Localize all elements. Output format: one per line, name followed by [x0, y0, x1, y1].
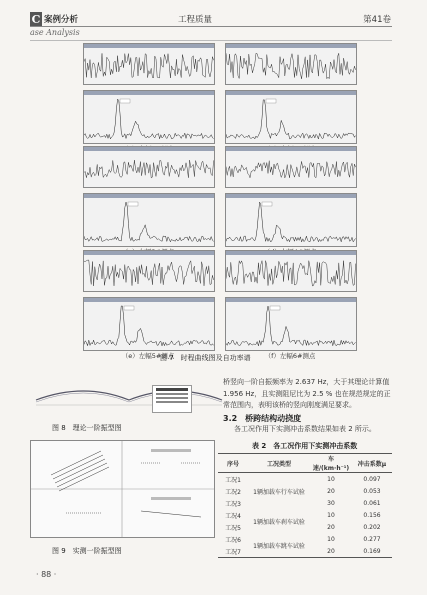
cell-no: 工况7	[225, 548, 241, 556]
col-header-speed: 车速/(km·h⁻¹)	[312, 456, 350, 472]
cell-mu: 0.053	[363, 487, 381, 495]
section-label-en: ase Analysis	[30, 28, 80, 37]
time-history-plot	[83, 43, 215, 85]
cell-mu: 0.169	[363, 547, 381, 555]
cell-type: 1辆加载车刹车试验	[253, 518, 305, 526]
cell-speed: 30	[327, 499, 335, 507]
cell-no: 工况1	[225, 476, 241, 484]
cell-speed: 10	[327, 511, 335, 519]
time-history-plot	[225, 146, 357, 188]
cell-mu: 0.097	[363, 475, 381, 483]
power-spectrum-plot	[83, 193, 215, 247]
cell-no: 工况4	[225, 512, 241, 520]
cell-mu: 0.156	[363, 511, 381, 519]
time-history-plot	[83, 250, 215, 292]
col-header-type: 工况类型	[266, 460, 291, 468]
table-2	[218, 453, 392, 558]
table-2-caption: 表 2 各工况作用下实测冲击系数	[252, 442, 358, 450]
subfigure-caption: （e）左幅5#测点	[121, 352, 175, 360]
subfigure-caption: （f）左幅6#测点	[264, 352, 316, 360]
table-header-row	[218, 454, 392, 473]
cell-type: 1辆加载车行车试验	[253, 488, 305, 496]
col-header-no: 序号	[226, 460, 239, 468]
cell-no: 工况3	[225, 500, 241, 508]
cell-mu: 0.061	[363, 499, 381, 507]
table-row	[218, 473, 392, 486]
header-rule-2	[30, 40, 392, 41]
cell-no: 工况6	[225, 536, 241, 544]
figure-8-mode-shape	[34, 378, 224, 418]
power-spectrum-plot	[83, 90, 215, 144]
cell-speed: 20	[327, 547, 335, 555]
journal-logo-letter: C	[31, 13, 41, 26]
time-history-plot	[225, 250, 357, 292]
header-rule	[30, 26, 392, 27]
power-spectrum-plot	[225, 193, 357, 247]
power-spectrum-plot	[225, 297, 357, 351]
figure-7-caption: 图 7 时程曲线图及自功率谱	[160, 354, 251, 362]
power-spectrum-plot	[83, 297, 215, 351]
cell-type: 1辆加载车跳车试验	[253, 542, 305, 550]
table-row	[218, 533, 392, 545]
volume-label: 第41卷	[363, 15, 391, 25]
cell-speed: 10	[327, 475, 335, 483]
col-header-mu: 冲击系数μ	[357, 460, 387, 468]
figure-9-caption: 图 9 实测一阶振型图	[52, 547, 122, 555]
cell-mu: 0.202	[363, 523, 381, 531]
table-row	[218, 509, 392, 521]
cell-speed: 20	[327, 487, 335, 495]
journal-name: 工程质量	[178, 15, 213, 25]
cell-no: 工况5	[225, 524, 241, 532]
figure-8-caption: 图 8 理论一阶振型图	[52, 424, 122, 432]
cell-no: 工况2	[225, 488, 241, 496]
figure-8-legend-box	[152, 385, 192, 413]
cell-speed: 10	[327, 535, 335, 543]
power-spectrum-plot	[225, 90, 357, 144]
section-label-cn: 案例分析	[44, 15, 79, 25]
section-3-2-heading: 3.2 桥跨结构动挠度	[223, 414, 302, 423]
cell-speed: 20	[327, 523, 335, 531]
time-history-plot	[83, 146, 215, 188]
paragraph-impact-intro: 各工况作用下实测冲击系数结果如表 2 所示。	[234, 425, 376, 433]
page-number: · 88 ·	[36, 570, 57, 579]
paragraph-modal-result: 桥竖向一阶自振频率为 2.637 Hz，大于其理论计算值 1.956 Hz，且实测阻尼比为 2.5 % 也在规范规定的正常范围内，表明该桥的竖向刚度满足要求。	[223, 378, 391, 409]
time-history-plot	[225, 43, 357, 85]
cell-mu: 0.277	[363, 535, 381, 543]
figure-9-mode-shape	[30, 440, 215, 538]
